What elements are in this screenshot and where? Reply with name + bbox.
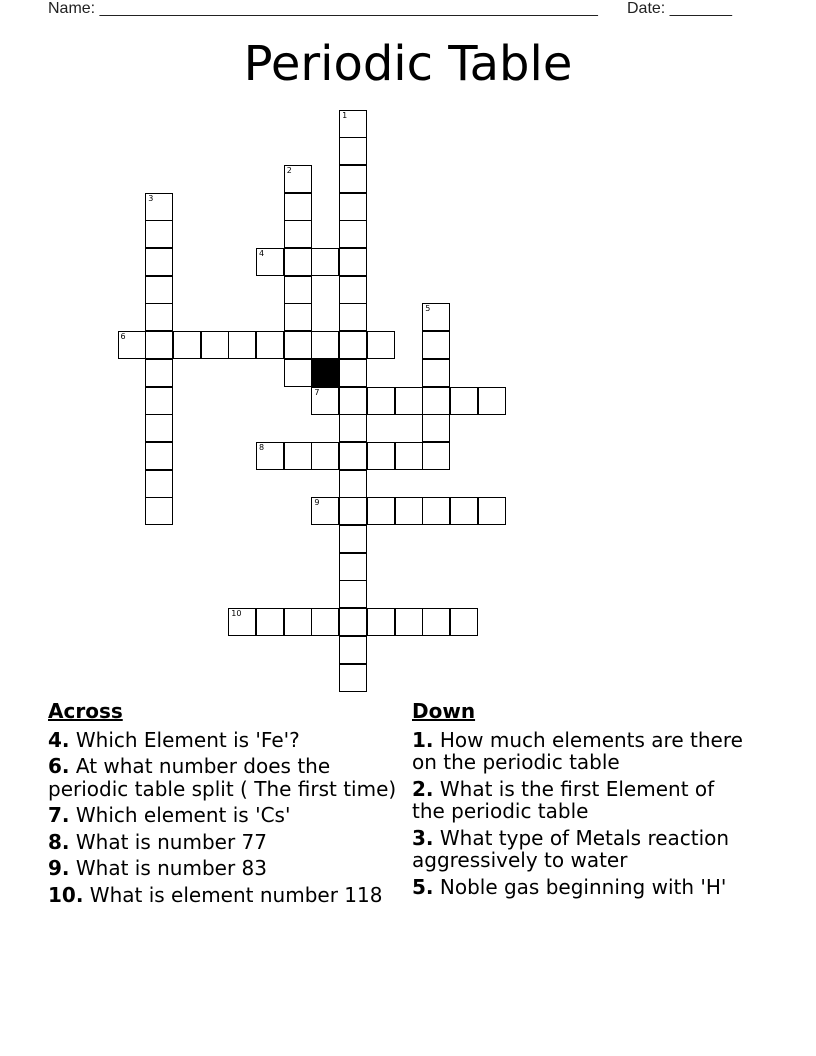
- grid-cell[interactable]: [395, 387, 423, 415]
- grid-cell[interactable]: [422, 414, 450, 442]
- across-clue: [48, 755, 398, 800]
- clue-number: 6: [120, 332, 126, 342]
- grid-cell[interactable]: [201, 331, 229, 359]
- clue-text: What is element number 118: [83, 882, 383, 907]
- grid-cell[interactable]: [311, 497, 339, 525]
- clue-text: Which Element is 'Fe'?: [69, 727, 300, 752]
- grid-cell[interactable]: [228, 608, 256, 636]
- date-field[interactable]: Date: _______: [627, 0, 732, 17]
- grid-cell[interactable]: [284, 331, 312, 359]
- grid-cell[interactable]: [145, 193, 173, 221]
- grid-cell[interactable]: [395, 608, 423, 636]
- grid-cell[interactable]: [145, 331, 173, 359]
- grid-cell[interactable]: [145, 470, 173, 498]
- down-clue: [412, 876, 752, 899]
- grid-cell[interactable]: [256, 331, 284, 359]
- grid-cell[interactable]: [311, 442, 339, 470]
- across-clue: [48, 831, 398, 854]
- grid-cell[interactable]: [339, 137, 367, 165]
- grid-cell[interactable]: [339, 387, 367, 415]
- down-clue: [412, 778, 752, 823]
- grid-cell[interactable]: [145, 303, 173, 331]
- grid-cell[interactable]: [145, 276, 173, 304]
- clue-number-label: 10.: [48, 882, 84, 907]
- clue-number: 10: [231, 609, 242, 619]
- down-clue: [412, 729, 752, 774]
- grid-cell[interactable]: [339, 442, 367, 470]
- grid-cell[interactable]: [450, 497, 478, 525]
- clue-text: How much elements are there on the periodic table: [412, 727, 743, 774]
- clue-number-label: 2.: [412, 776, 434, 801]
- grid-cell[interactable]: [395, 442, 423, 470]
- grid-cell[interactable]: [422, 442, 450, 470]
- clue-number-label: 1.: [412, 727, 434, 752]
- across-clue: [48, 804, 398, 827]
- grid-cell[interactable]: [145, 442, 173, 470]
- clue-text: What type of Metals reaction aggressively to water: [412, 825, 730, 872]
- grid-cell[interactable]: [256, 248, 284, 276]
- clue-number: 2: [286, 165, 292, 175]
- grid-cell[interactable]: [339, 165, 367, 193]
- clue-number: 8: [259, 442, 265, 452]
- grid-cell[interactable]: [339, 553, 367, 581]
- grid-cell[interactable]: [339, 525, 367, 553]
- clue-text: What is the first Element of the periodic table: [412, 776, 715, 823]
- grid-cell[interactable]: [284, 608, 312, 636]
- grid-cell[interactable]: [311, 331, 339, 359]
- grid-cell[interactable]: [367, 442, 395, 470]
- grid-cell[interactable]: [284, 442, 312, 470]
- grid-cell[interactable]: [145, 387, 173, 415]
- black-cell: [311, 359, 339, 387]
- grid-cell[interactable]: [173, 331, 201, 359]
- grid-cell[interactable]: [256, 608, 284, 636]
- clue-number-label: 7.: [48, 803, 70, 827]
- clue-text: At what number does the periodic table split ( The first time): [48, 754, 397, 801]
- grid-cell[interactable]: [339, 580, 367, 608]
- grid-cell[interactable]: [284, 220, 312, 248]
- grid-cell[interactable]: [145, 414, 173, 442]
- grid-cell[interactable]: [339, 359, 367, 387]
- grid-cell[interactable]: [422, 303, 450, 331]
- clue-number: 5: [425, 304, 431, 314]
- across-heading: Across: [48, 699, 123, 723]
- grid-cell[interactable]: [339, 664, 367, 692]
- clue-number: 9: [314, 498, 320, 508]
- grid-cell[interactable]: [422, 387, 450, 415]
- grid-cell[interactable]: [284, 165, 312, 193]
- page-title: Periodic Table: [243, 36, 573, 92]
- grid-cell[interactable]: [422, 331, 450, 359]
- grid-cell[interactable]: [256, 442, 284, 470]
- grid-cell[interactable]: [422, 497, 450, 525]
- grid-cell[interactable]: [145, 248, 173, 276]
- grid-cell[interactable]: [284, 359, 312, 387]
- across-clue: [48, 884, 398, 907]
- grid-cell[interactable]: [339, 414, 367, 442]
- grid-cell[interactable]: [145, 497, 173, 525]
- name-field[interactable]: Name: ________________________________________________________: [48, 0, 598, 17]
- grid-cell[interactable]: [284, 193, 312, 221]
- grid-cell[interactable]: [284, 276, 312, 304]
- grid-cell[interactable]: [339, 636, 367, 664]
- grid-cell[interactable]: [284, 303, 312, 331]
- down-clue-list: [412, 729, 752, 899]
- clue-text: What is number 77: [69, 829, 267, 854]
- grid-cell[interactable]: [478, 387, 506, 415]
- grid-cell[interactable]: [367, 331, 395, 359]
- grid-cell[interactable]: [450, 387, 478, 415]
- grid-cell[interactable]: [367, 387, 395, 415]
- clue-number-label: 9.: [48, 856, 70, 880]
- grid-cell[interactable]: [367, 608, 395, 636]
- grid-cell[interactable]: [478, 497, 506, 525]
- down-heading: Down: [412, 699, 476, 723]
- grid-cell[interactable]: [228, 331, 256, 359]
- grid-cell[interactable]: [145, 220, 173, 248]
- grid-cell[interactable]: [339, 248, 367, 276]
- grid-cell[interactable]: [339, 220, 367, 248]
- grid-cell[interactable]: [395, 497, 423, 525]
- across-clue: [48, 729, 398, 752]
- grid-cell[interactable]: [339, 276, 367, 304]
- clue-number: 4: [259, 249, 265, 258]
- grid-cell[interactable]: [339, 193, 367, 221]
- grid-cell[interactable]: [145, 359, 173, 387]
- across-clue: [48, 857, 398, 880]
- clue-number-label: 3.: [412, 825, 434, 850]
- grid-cell[interactable]: [339, 470, 367, 498]
- grid-cell[interactable]: [339, 303, 367, 331]
- clue-number-label: 8.: [48, 829, 70, 854]
- clue-number-label: 4.: [48, 727, 70, 752]
- grid-cell[interactable]: [311, 387, 339, 415]
- grid-cell[interactable]: [311, 248, 339, 276]
- clue-number: 3: [148, 193, 154, 203]
- grid-cell[interactable]: [284, 248, 312, 276]
- across-clue-list: [48, 729, 398, 907]
- clue-number: 1: [342, 110, 348, 120]
- clue-number-label: 6.: [48, 754, 70, 778]
- across-clues: [48, 700, 398, 910]
- grid-cell[interactable]: [339, 497, 367, 525]
- clue-number-label: 5.: [412, 874, 434, 899]
- down-clues: [412, 700, 752, 902]
- clue-text: Which element is 'Cs': [69, 803, 291, 827]
- grid-cell[interactable]: [422, 359, 450, 387]
- clue-text: What is number 83: [69, 856, 267, 880]
- grid-cell[interactable]: [422, 608, 450, 636]
- down-clue: [412, 827, 752, 872]
- grid-cell[interactable]: [450, 608, 478, 636]
- grid-cell[interactable]: [339, 110, 367, 138]
- grid-cell[interactable]: [339, 608, 367, 636]
- clue-text: Noble gas beginning with 'H': [433, 874, 727, 899]
- grid-cell[interactable]: [367, 497, 395, 525]
- grid-cell[interactable]: [118, 331, 146, 359]
- grid-cell[interactable]: [339, 331, 367, 359]
- clue-number: 7: [314, 387, 320, 397]
- grid-cell[interactable]: [311, 608, 339, 636]
